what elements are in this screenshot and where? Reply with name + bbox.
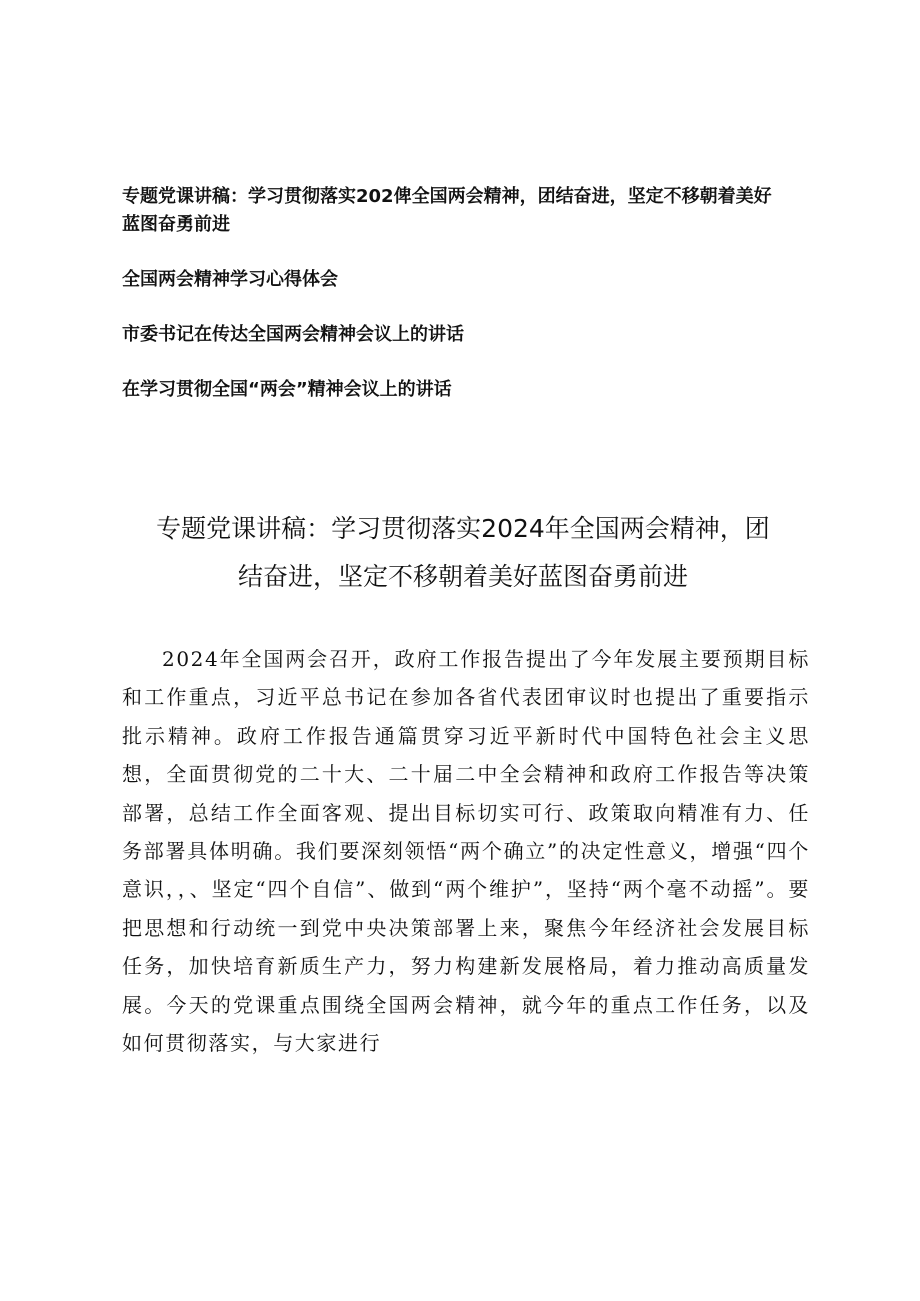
body-paragraph: 2024年全国两会召开，政府工作报告提出了今年发展主要预期目标和工作重点，习近平总书记在参加各省代表团审议时也提出了重要指示批示精神。政府工作报告通篇贯穿习近平新时代中国特色社会主义思想，全面贯彻党的二十大、二十届二中全会精神和政府工作报告等决策部署，总结工作全面客观、提出目标切实可行、政策取向精准有力、任务部署具体明确。我们要深刻领悟“两个确立”的决定性意义，增强“四个意识，，、坚定“四个自信”、做到“两个维护”，坚持“两个毫不动摇”。要把思想和行动统一到党中央决策部署上来，聚焦今年经济社会发展目标任务，加快培育新质生产力，努力构建新发展格局，着力推动高质量发展。今天的党课重点围绕全国两会精神，就今年的重点工作任务，以及如何贯彻落实，与大家进行 [122, 647, 810, 1056]
toc-item-4[interactable]: 在学习贯彻全国“两会”精神会议上的讲话 [122, 379, 452, 400]
document-title-line-1: 专题党课讲稿：学习贯彻落实2024年全国两会精神，团 [156, 514, 770, 543]
toc-item-3[interactable]: 市委书记在传达全国两会精神会议上的讲话 [122, 324, 464, 345]
toc-item-1-line-2[interactable]: 蓝图奋勇前进 [122, 214, 230, 235]
toc-item-1-line-1[interactable]: 专题党课讲稿：学习贯彻落实202俾全国两会精神，团结奋进，坚定不移朝着美好 [122, 186, 772, 207]
document-title-line-2: 结奋进，坚定不移朝着美好蓝图奋勇前进 [237, 562, 688, 591]
document-title [118, 505, 808, 601]
toc-item-2[interactable]: 全国两会精神学习心得体会 [122, 269, 338, 290]
table-of-contents [122, 183, 812, 431]
